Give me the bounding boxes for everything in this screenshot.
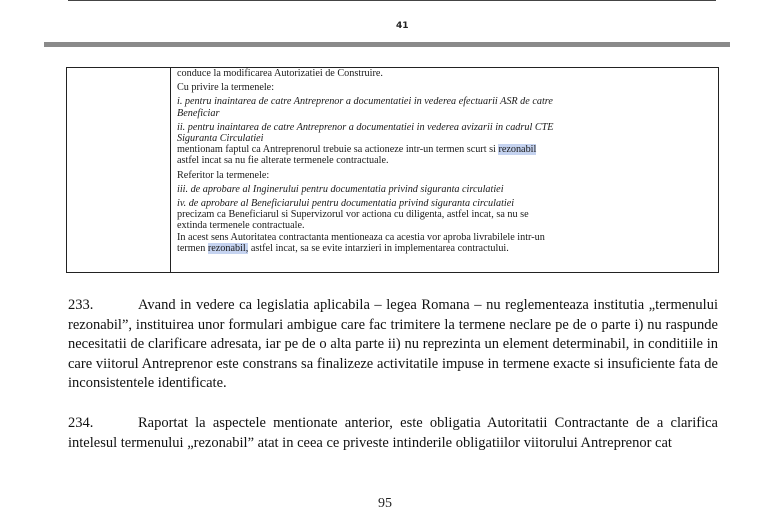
- scan-line: conduce la modificarea Autorizatiei de Construire.: [177, 68, 383, 79]
- paragraph-number: 233.: [68, 297, 94, 313]
- paragraph-text: [68, 414, 718, 453]
- scanned-table: [66, 67, 719, 273]
- scanned-table-text: [177, 68, 715, 254]
- scan-line: extinda termenele contractuale.: [177, 220, 305, 232]
- paragraph-233: [68, 296, 718, 394]
- paragraph-body: Avand in vedere ca legislatia aplicabila – legea Romana – nu reglementeaza institutia „termenului rezonabil”, instituirea unor formulari ambigue care fac trimitere la termene neclare pe de o parte i) nu raspunde necesitatii de clarificare adresata, iar pe de o alta parte ii) nu reprezinta un element determinabil, in conditiile in care viitorul Antreprenor este constrans sa finalizeze activitatile impuse in termene exacte si insuficiente fata de inconsistentele identificate.: [68, 297, 718, 392]
- page-number: 95: [378, 496, 392, 511]
- scanned-page-number: 41: [396, 21, 409, 31]
- scan-line-part: mentionam faptul ca Antreprenorul trebuie sa actioneze intr-un termen scurt si: [177, 144, 496, 156]
- scan-line-part: termen: [177, 242, 206, 254]
- scan-line: [177, 144, 715, 155]
- scan-line: iv. de aprobare al Beneficiarului pentru documentatia privind siguranta circulatiei: [177, 198, 515, 210]
- scan-line: i. pentru inaintarea de catre Antreprenor a documentatiei in vederea efectuarii ASR de catre: [177, 96, 553, 108]
- scan-line: Beneficiar: [177, 107, 220, 119]
- scan-line: Cu privire la termenele:: [177, 82, 275, 94]
- paragraph-body: Raportat la aspectele mentionate anterior, este obligatia Autoritatii Contractante de a clarifica intelesul termenului „rezonabil” atat in ceea ce priveste intinderile obligatiilor viitorului Antreprenor cat: [68, 415, 718, 451]
- scan-line: Siguranta Circulatiei: [177, 133, 264, 145]
- highlighted-word: rezonabil: [498, 144, 537, 156]
- paragraph-text: [68, 296, 718, 394]
- scan-line: astfel incat sa nu fie alterate termenele contractuale.: [177, 155, 389, 167]
- scan-line: In acest sens Autoritatea contractanta mentioneaza ca acestia vor aproba livrabilele intr-un: [177, 231, 545, 243]
- top-rule: [68, 0, 716, 1]
- scan-line: [177, 243, 715, 254]
- table-column-divider: [170, 68, 171, 272]
- scan-line-part: astfel incat, sa se evite intarzieri in implementarea contractului.: [250, 242, 509, 254]
- paragraph-234: [68, 414, 718, 453]
- paragraph-number: 234.: [68, 415, 94, 431]
- scan-header-band: [44, 42, 730, 47]
- highlighted-word: rezonabil,: [207, 242, 249, 254]
- scan-line: iii. de aprobare al Inginerului pentru documentatia privind siguranta circulatiei: [177, 183, 504, 195]
- scan-line: precizam ca Beneficiarul si Supervizorul vor actiona cu diligenta, astfel incat, sa nu se: [177, 209, 529, 221]
- scan-line: Referitor la termenele:: [177, 169, 270, 181]
- scan-line: ii. pentru inaintarea de catre Antreprenor a documentatiei in vederea avizarii in cadrul CTE: [177, 121, 554, 133]
